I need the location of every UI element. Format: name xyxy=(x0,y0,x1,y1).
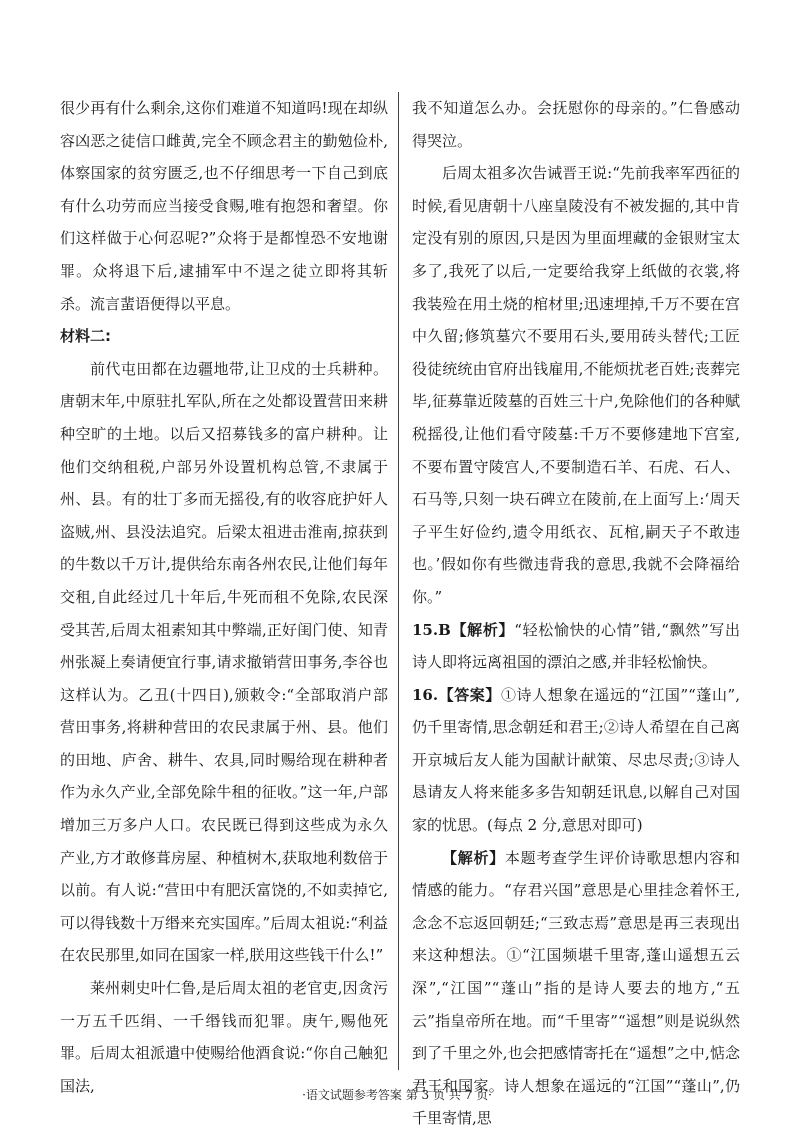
analysis-label: 【解析】 xyxy=(442,848,505,867)
left-paragraph-2: 莱州刺史叶仁鲁,是后周太祖的老官吏,因贪污一万五千匹绢、一千缗钱而犯罪。庚午,赐他死罪。后周太祖派遣中使赐给他酒食说:“你自己触犯国法, xyxy=(60,979,388,1095)
question-16-answer xyxy=(412,679,740,842)
analysis-text: 本题考查学生评价诗歌思想内容和情感的能力。“存君兴国”意思是心里挂念着怀王,念念不忘返回朝廷;“三致志焉”意思是再三表现出来这种想法。①“江国频堪千里寄,蓬山遥想五云深”,“江国”“蓬山”指的是诗人要去的地方,“五云”指皇帝所在地。而“千里寄”“遥想”则是说纵然到了千里之外,也会把感情寄托在“遥想”之中,惦念君王和国家。诗人想象在遥远的“江国”“蓬山”,仍千里寄情,思 xyxy=(412,848,740,1128)
left-paragraph-continued: 很少再有什么剩余,这你们难道不知道吗!现在却纵容凶恶之徒信口雌黄,完全不顾念君主的勤勉俭朴,体察国家的贫穷匮乏,也不仔细思考一下自己到底有什么功劳而应当接受食赐,唯有抱怨和奢望。你们这样做于心何忍呢?”众将于是都惶恐不安地谢罪。众将退下后,逮捕军中不逞之徒立即将其斩杀。流言蜚语便得以平息。 xyxy=(60,99,388,313)
left-paragraph-1: 前代屯田都在边疆地带,让卫戍的士兵耕种。唐朝末年,中原驻扎军队,所在之处都设置营田来耕种空旷的土地。以后又招募钱多的富户耕种。让他们交纳租税,户部另外设置机构总管,不隶属于州、县。有的壮丁多而无摇役,有的收容庇护奸人盗贼,州、县没法追究。后梁太祖进击淮南,掠获到的牛数以千万计,提供给东南各州农民,让他们每年交租,自此经过几十年后,牛死而租不免除,农民深受其苦,后周太祖素知其中弊端,正好闺门使、知青州张凝上奏请便宜行事,请求撤销营田事务,李谷也这样认为。乙丑(十四日),颁敕令:“全部取消户部营田事务,将耕种营田的农民隶属于州、县。他们的田地、庐舍、耕牛、农具,同时赐给现在耕种者作为永久产业,全部免除牛租的征收。”这一年,户部增加三万多户人口。农民既已得到这些成为永久产业,方才敢修葺房屋、种植树木,获取地利数倍于以前。有人说:“营田中有肥沃富饶的,不如卖掉它,可以得钱数十万缗来充实国库。”后周太祖说:“利益在农民那里,如同在国家一样,朕用这些钱干什么!” xyxy=(60,359,388,965)
question-15-text: “轻松愉快的心情”错,“飘然”写出诗人即将远离祖国的漂泊之感,并非轻松愉快。 xyxy=(412,620,740,672)
left-column xyxy=(60,92,388,1102)
column-divider xyxy=(398,92,399,1070)
section-heading-material-2: 材料二: xyxy=(60,327,111,346)
question-15-label: 15.B【解析】 xyxy=(412,620,515,639)
right-paragraph-1: 后周太祖多次告诫晋王说:“先前我率军西征的时候,看见唐朝十八座皇陵没有不被发掘的,其中肯定没有别的原因,只是因为里面埋藏的金银财宝太多了,我死了以后,一定要给我穿上纸做的衣裳,将我装殓在用土烧的棺材里;迅速埋掉,千万不要在宫中久留;修筑墓穴不要用石头,要用砖头替代;工匠役徒统统由官府出钱雇用,不能烦扰老百姓;丧葬完毕,征募靠近陵墓的百姓三十户,免除他们的各种赋税摇役,让他们看守陵墓:千万不要修建地下宫室,不要布置守陵宫人,不要制造石羊、石虎、石人、石马等,只刻一块石碑立在陵前,在上面写上:‘周天子平生好俭约,遗令用纸衣、瓦棺,嗣天子不敢违也。’假如你有些微违背我的意思,我就不会降福给你。” xyxy=(412,164,740,606)
right-paragraph-continued: 我不知道怎么办。会抚慰你的母亲的。”仁鲁感动得哭泣。 xyxy=(412,99,740,150)
question-16-label: 16.【答案】 xyxy=(412,685,501,704)
page-footer: ·语文试题参考答案 第 3 页 共 7 页· xyxy=(302,1088,492,1102)
right-column xyxy=(412,92,740,1135)
question-16-text: ①诗人想象在遥远的“江国”“蓬山”,仍千里寄情,思念朝廷和君王;②诗人希望在自己离开京城后友人能为国献计献策、尽忠尽责;③诗人恳请友人将来能多多告知朝廷讯息,以解自己对国家的忧思。(每点 2 分,意思对即可) xyxy=(412,685,740,835)
question-15-answer xyxy=(412,614,740,679)
